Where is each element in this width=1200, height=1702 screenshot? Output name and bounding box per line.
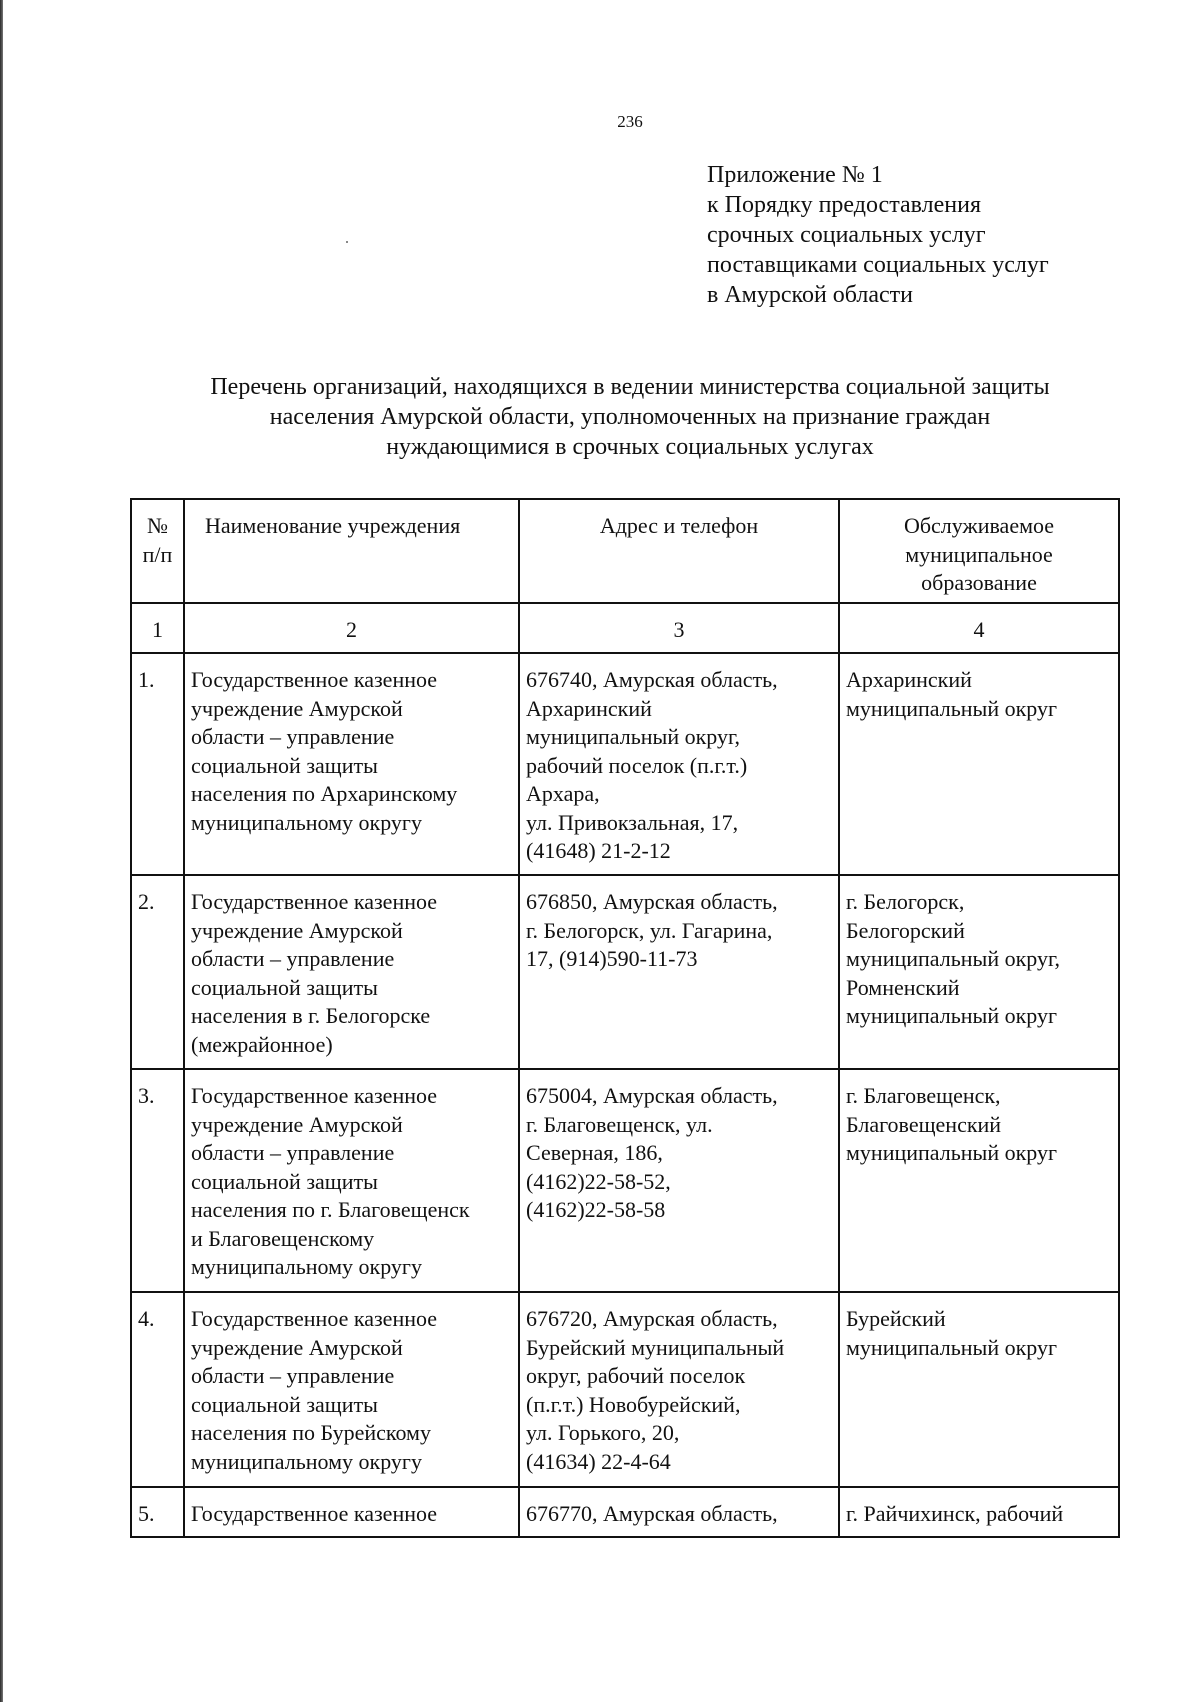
served-municipality: г. Благовещенск, Благовещенский муниципальный округ	[839, 1069, 1119, 1292]
address-phone: 676850, Амурская область, г. Белогорск, ул. Гагарина, 17, (914)590-11-73	[519, 875, 839, 1069]
column-number: 2	[184, 603, 519, 654]
column-number: 3	[519, 603, 839, 654]
table-row	[131, 1069, 1119, 1292]
row-number: 4.	[131, 1292, 184, 1487]
row-number: 5.	[131, 1487, 184, 1537]
address-phone: 676770, Амурская область,	[519, 1487, 839, 1537]
appendix-line: Приложение № 1	[707, 162, 883, 188]
institution-name: Государственное казенное	[184, 1487, 519, 1537]
document-title	[60, 372, 1200, 462]
institution-name: Государственное казенное учреждение Амурской области – управление социальной защиты населения в г. Белогорске (межрайонное)	[184, 875, 519, 1069]
organizations-table	[130, 498, 1120, 1538]
scan-edge	[0, 0, 3, 1702]
appendix-line: в Амурской области	[707, 282, 914, 308]
served-municipality: Бурейский муниципальный округ	[839, 1292, 1119, 1487]
institution-name: Государственное казенное учреждение Амурской области – управление социальной защиты населения по г. Благовещенск и Благовещенскому муниципальному округу	[184, 1069, 519, 1292]
title-line: нуждающимися в срочных социальных услугах	[386, 434, 874, 460]
table-row	[131, 1292, 1119, 1487]
header-institution-name: Наименование учреждения	[184, 499, 519, 603]
table-row	[131, 875, 1119, 1069]
header-address-phone: Адрес и телефон	[519, 499, 839, 603]
row-number: 2.	[131, 875, 184, 1069]
page-number: 236	[617, 112, 643, 131]
served-municipality: г. Белогорск, Белогорский муниципальный округ, Ромненский муниципальный округ	[839, 875, 1119, 1069]
column-number: 1	[131, 603, 184, 654]
institution-name: Государственное казенное учреждение Амурской области – управление социальной защиты населения по Бурейскому муниципальному округу	[184, 1292, 519, 1487]
column-number: 4	[839, 603, 1119, 654]
title-line: населения Амурской области, уполномоченных на признание граждан	[269, 404, 991, 430]
row-number: 1.	[131, 653, 184, 875]
table-header-row	[131, 499, 1119, 603]
served-municipality: Архаринский муниципальный округ	[839, 653, 1119, 875]
row-number: 3.	[131, 1069, 184, 1292]
address-phone: 675004, Амурская область, г. Благовещенск, ул. Северная, 186, (4162)22-58-52, (4162)22-58-58	[519, 1069, 839, 1292]
table-row	[131, 653, 1119, 875]
appendix-line: к Порядку предоставления	[707, 192, 982, 218]
table-row	[131, 1487, 1119, 1537]
served-municipality: г. Райчихинск, рабочий	[839, 1487, 1119, 1537]
title-line: Перечень организаций, находящихся в ведении министерства социальной защиты	[210, 374, 1050, 400]
header-served-municipality: Обслуживаемое муниципальное образование	[839, 499, 1119, 603]
institution-name: Государственное казенное учреждение Амурской области – управление социальной защиты населения по Архаринскому муниципальному округу	[184, 653, 519, 875]
appendix-line: срочных социальных услуг	[707, 222, 986, 248]
column-numbers-row	[131, 603, 1119, 654]
address-phone: 676740, Амурская область, Архаринский муниципальный округ, рабочий поселок (п.г.т.) Архара, ул. Привокзальная, 17, (41648) 21-2-12	[519, 653, 839, 875]
scan-speck	[346, 241, 348, 243]
appendix-note	[707, 160, 1049, 310]
header-number: № п/п	[131, 499, 184, 603]
address-phone: 676720, Амурская область, Бурейский муниципальный округ, рабочий поселок (п.г.т.) Новобурейский, ул. Горького, 20, (41634) 22-4-64	[519, 1292, 839, 1487]
appendix-line: поставщиками социальных услуг	[707, 252, 1049, 278]
